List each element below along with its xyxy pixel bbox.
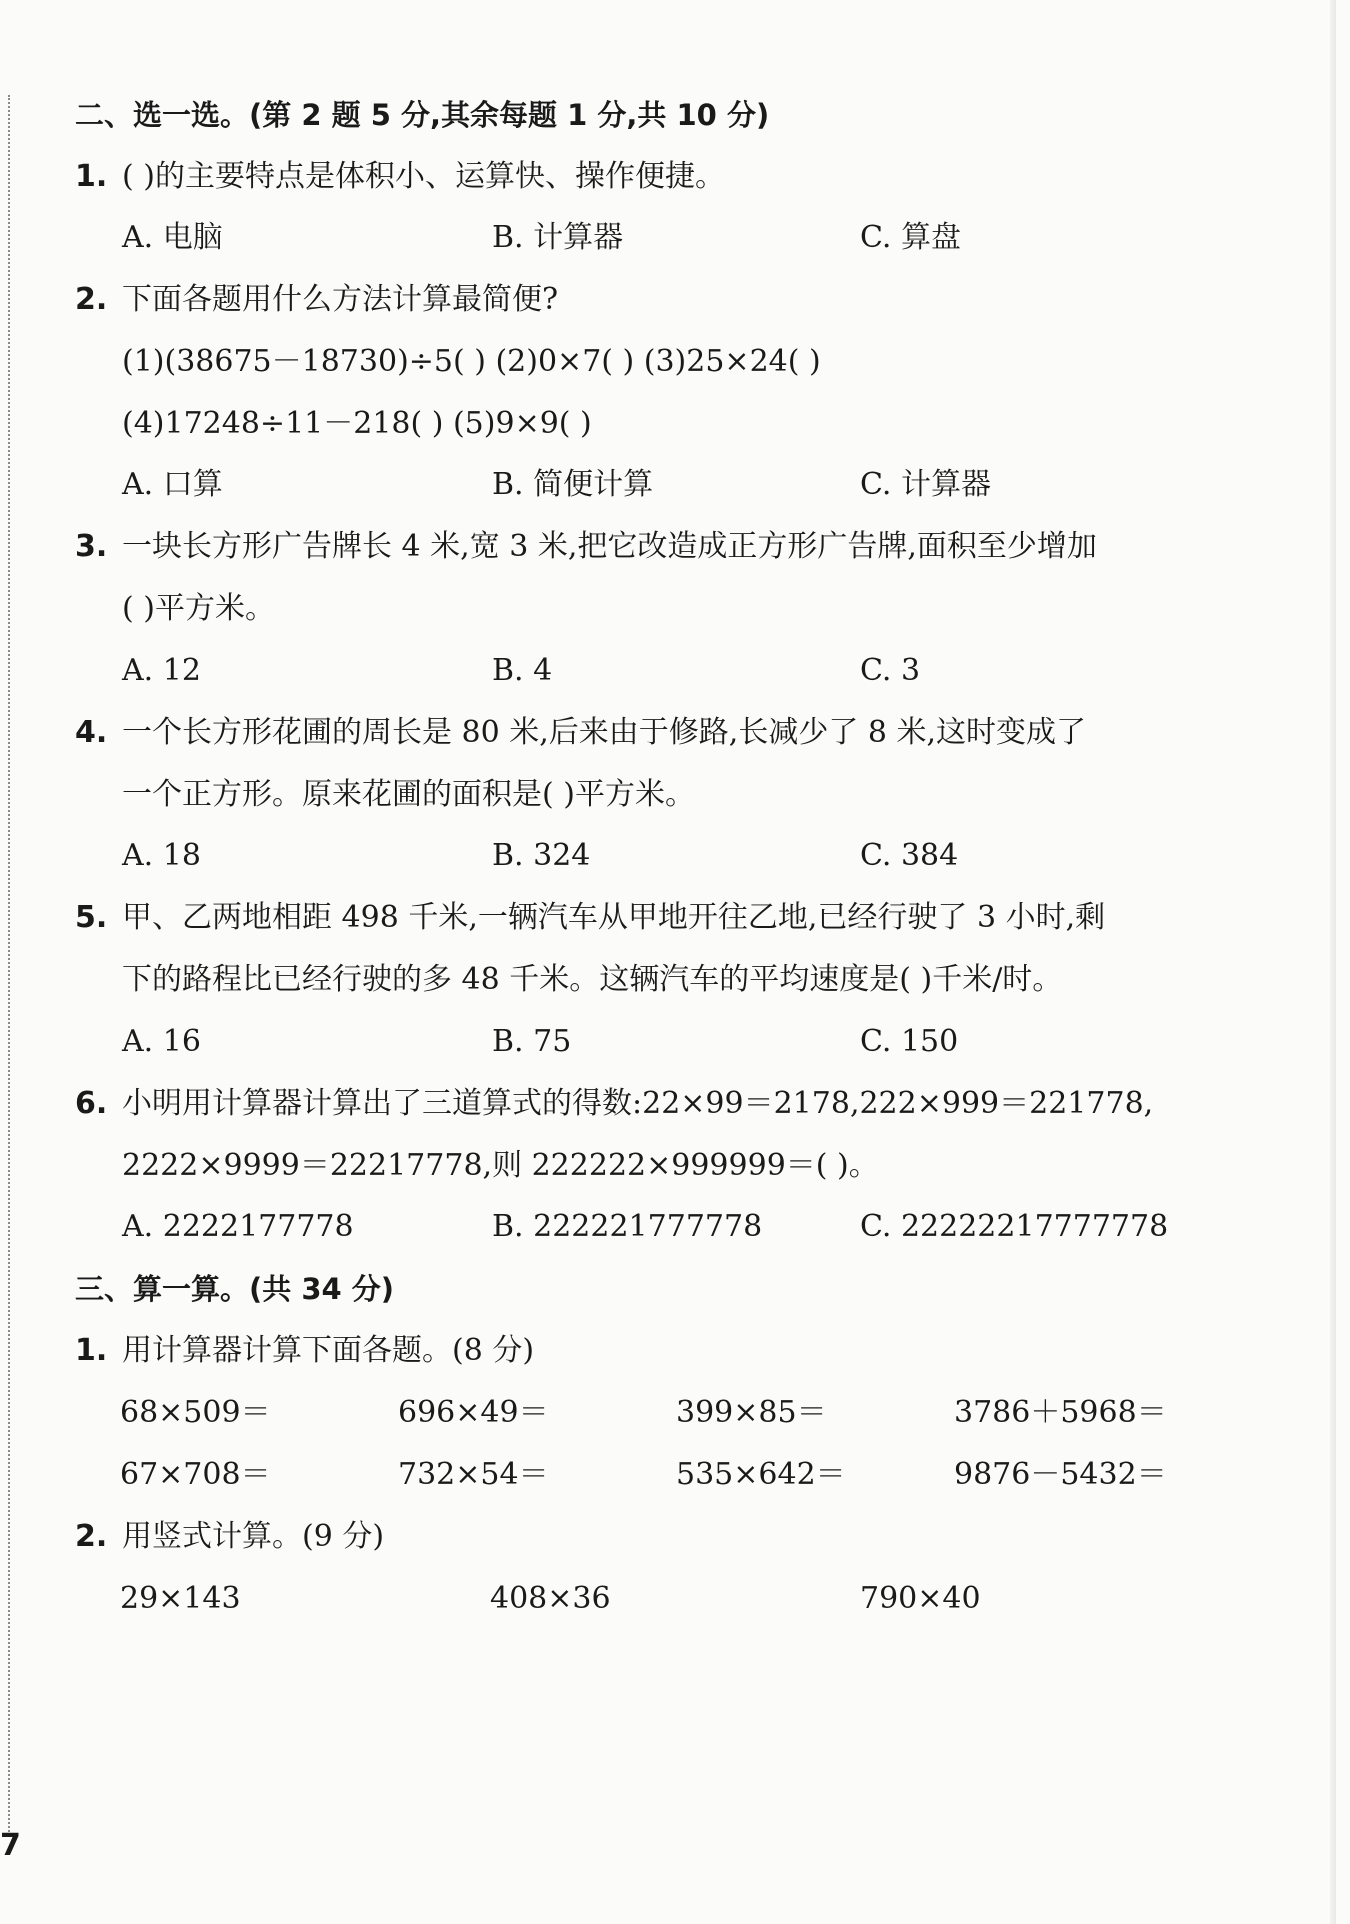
q2-option-b: B. 简便计算 bbox=[492, 467, 654, 502]
q3-option-c: C. 3 bbox=[860, 653, 921, 688]
q5-option-c: C. 150 bbox=[860, 1024, 959, 1059]
calc-item: 9876－5432＝ bbox=[954, 1457, 1167, 1492]
q2-option-a: A. 口算 bbox=[122, 467, 223, 502]
q1-text: ( )的主要特点是体积小、运算快、操作便捷。 bbox=[122, 159, 725, 194]
q1-option-c: C. 算盘 bbox=[860, 220, 961, 255]
page-edge-shadow bbox=[1330, 0, 1336, 1924]
q4-option-b: B. 324 bbox=[492, 838, 591, 873]
q3-option-b: B. 4 bbox=[492, 653, 553, 688]
q1-option-b: B. 计算器 bbox=[492, 220, 624, 255]
q6-number: 6. bbox=[75, 1086, 108, 1121]
q6-text-line1: 小明用计算器计算出了三道算式的得数:22×99＝2178,222×999＝221778, bbox=[122, 1086, 1154, 1121]
q2-number: 2. bbox=[75, 282, 108, 317]
q5-text-line1: 甲、乙两地相距 498 千米,一辆汽车从甲地开往乙地,已经行驶了 3 小时,剩 bbox=[122, 900, 1106, 935]
section2-heading: 二、选一选。(第 2 题 5 分,其余每题 1 分,共 10 分) bbox=[75, 98, 770, 132]
s3-q2-text: 用竖式计算。(9 分) bbox=[122, 1519, 385, 1554]
s3-q1-number: 1. bbox=[75, 1333, 108, 1368]
q5-option-a: A. 16 bbox=[122, 1024, 201, 1059]
q6-option-c: C. 22222217777778 bbox=[860, 1209, 1169, 1244]
calc-item: 399×85＝ bbox=[676, 1395, 827, 1430]
page-number: 7 bbox=[0, 1828, 21, 1863]
q3-option-a: A. 12 bbox=[122, 653, 201, 688]
q3-number: 3. bbox=[75, 529, 108, 564]
vertical-calc-item: 29×143 bbox=[120, 1581, 241, 1616]
q5-text-line2: 下的路程比已经行驶的多 48 千米。这辆汽车的平均速度是( )千米/时。 bbox=[122, 962, 1063, 997]
section3-heading: 三、算一算。(共 34 分) bbox=[75, 1272, 395, 1306]
q6-text-line2: 2222×9999＝22217778,则 222222×999999＝( )。 bbox=[122, 1148, 879, 1183]
q4-text-line1: 一个长方形花圃的周长是 80 米,后来由于修路,长减少了 8 米,这时变成了 bbox=[122, 715, 1087, 750]
q2-subitems-line2: (4)17248÷11－218( ) (5)9×9( ) bbox=[122, 406, 592, 441]
s3-q2-number: 2. bbox=[75, 1519, 108, 1554]
vertical-calc-item: 790×40 bbox=[860, 1581, 981, 1616]
q5-option-b: B. 75 bbox=[492, 1024, 572, 1059]
q2-text: 下面各题用什么方法计算最简便? bbox=[122, 282, 559, 317]
vertical-calc-item: 408×36 bbox=[490, 1581, 611, 1616]
q1-number: 1. bbox=[75, 159, 108, 194]
q1-option-a: A. 电脑 bbox=[122, 220, 223, 255]
q5-number: 5. bbox=[75, 900, 108, 935]
q2-subitems-line1: (1)(38675－18730)÷5( ) (2)0×7( ) (3)25×24( ) bbox=[122, 344, 821, 379]
calc-item: 732×54＝ bbox=[398, 1457, 549, 1492]
q4-text-line2: 一个正方形。原来花圃的面积是( )平方米。 bbox=[122, 777, 695, 812]
q4-option-a: A. 18 bbox=[122, 838, 201, 873]
binding-dotted-line bbox=[8, 95, 10, 1835]
calc-item: 68×509＝ bbox=[120, 1395, 271, 1430]
q4-number: 4. bbox=[75, 715, 108, 750]
calc-item: 535×642＝ bbox=[676, 1457, 846, 1492]
q2-option-c: C. 计算器 bbox=[860, 467, 991, 502]
q3-text-line2: ( )平方米。 bbox=[122, 591, 275, 626]
calc-item: 696×49＝ bbox=[398, 1395, 549, 1430]
calc-item: 3786＋5968＝ bbox=[954, 1395, 1167, 1430]
q3-text-line1: 一块长方形广告牌长 4 米,宽 3 米,把它改造成正方形广告牌,面积至少增加 bbox=[122, 529, 1097, 564]
s3-q1-text: 用计算器计算下面各题。(8 分) bbox=[122, 1333, 535, 1368]
calc-item: 67×708＝ bbox=[120, 1457, 271, 1492]
q6-option-b: B. 222221777778 bbox=[492, 1209, 763, 1244]
q4-option-c: C. 384 bbox=[860, 838, 959, 873]
q6-option-a: A. 2222177778 bbox=[122, 1209, 354, 1244]
